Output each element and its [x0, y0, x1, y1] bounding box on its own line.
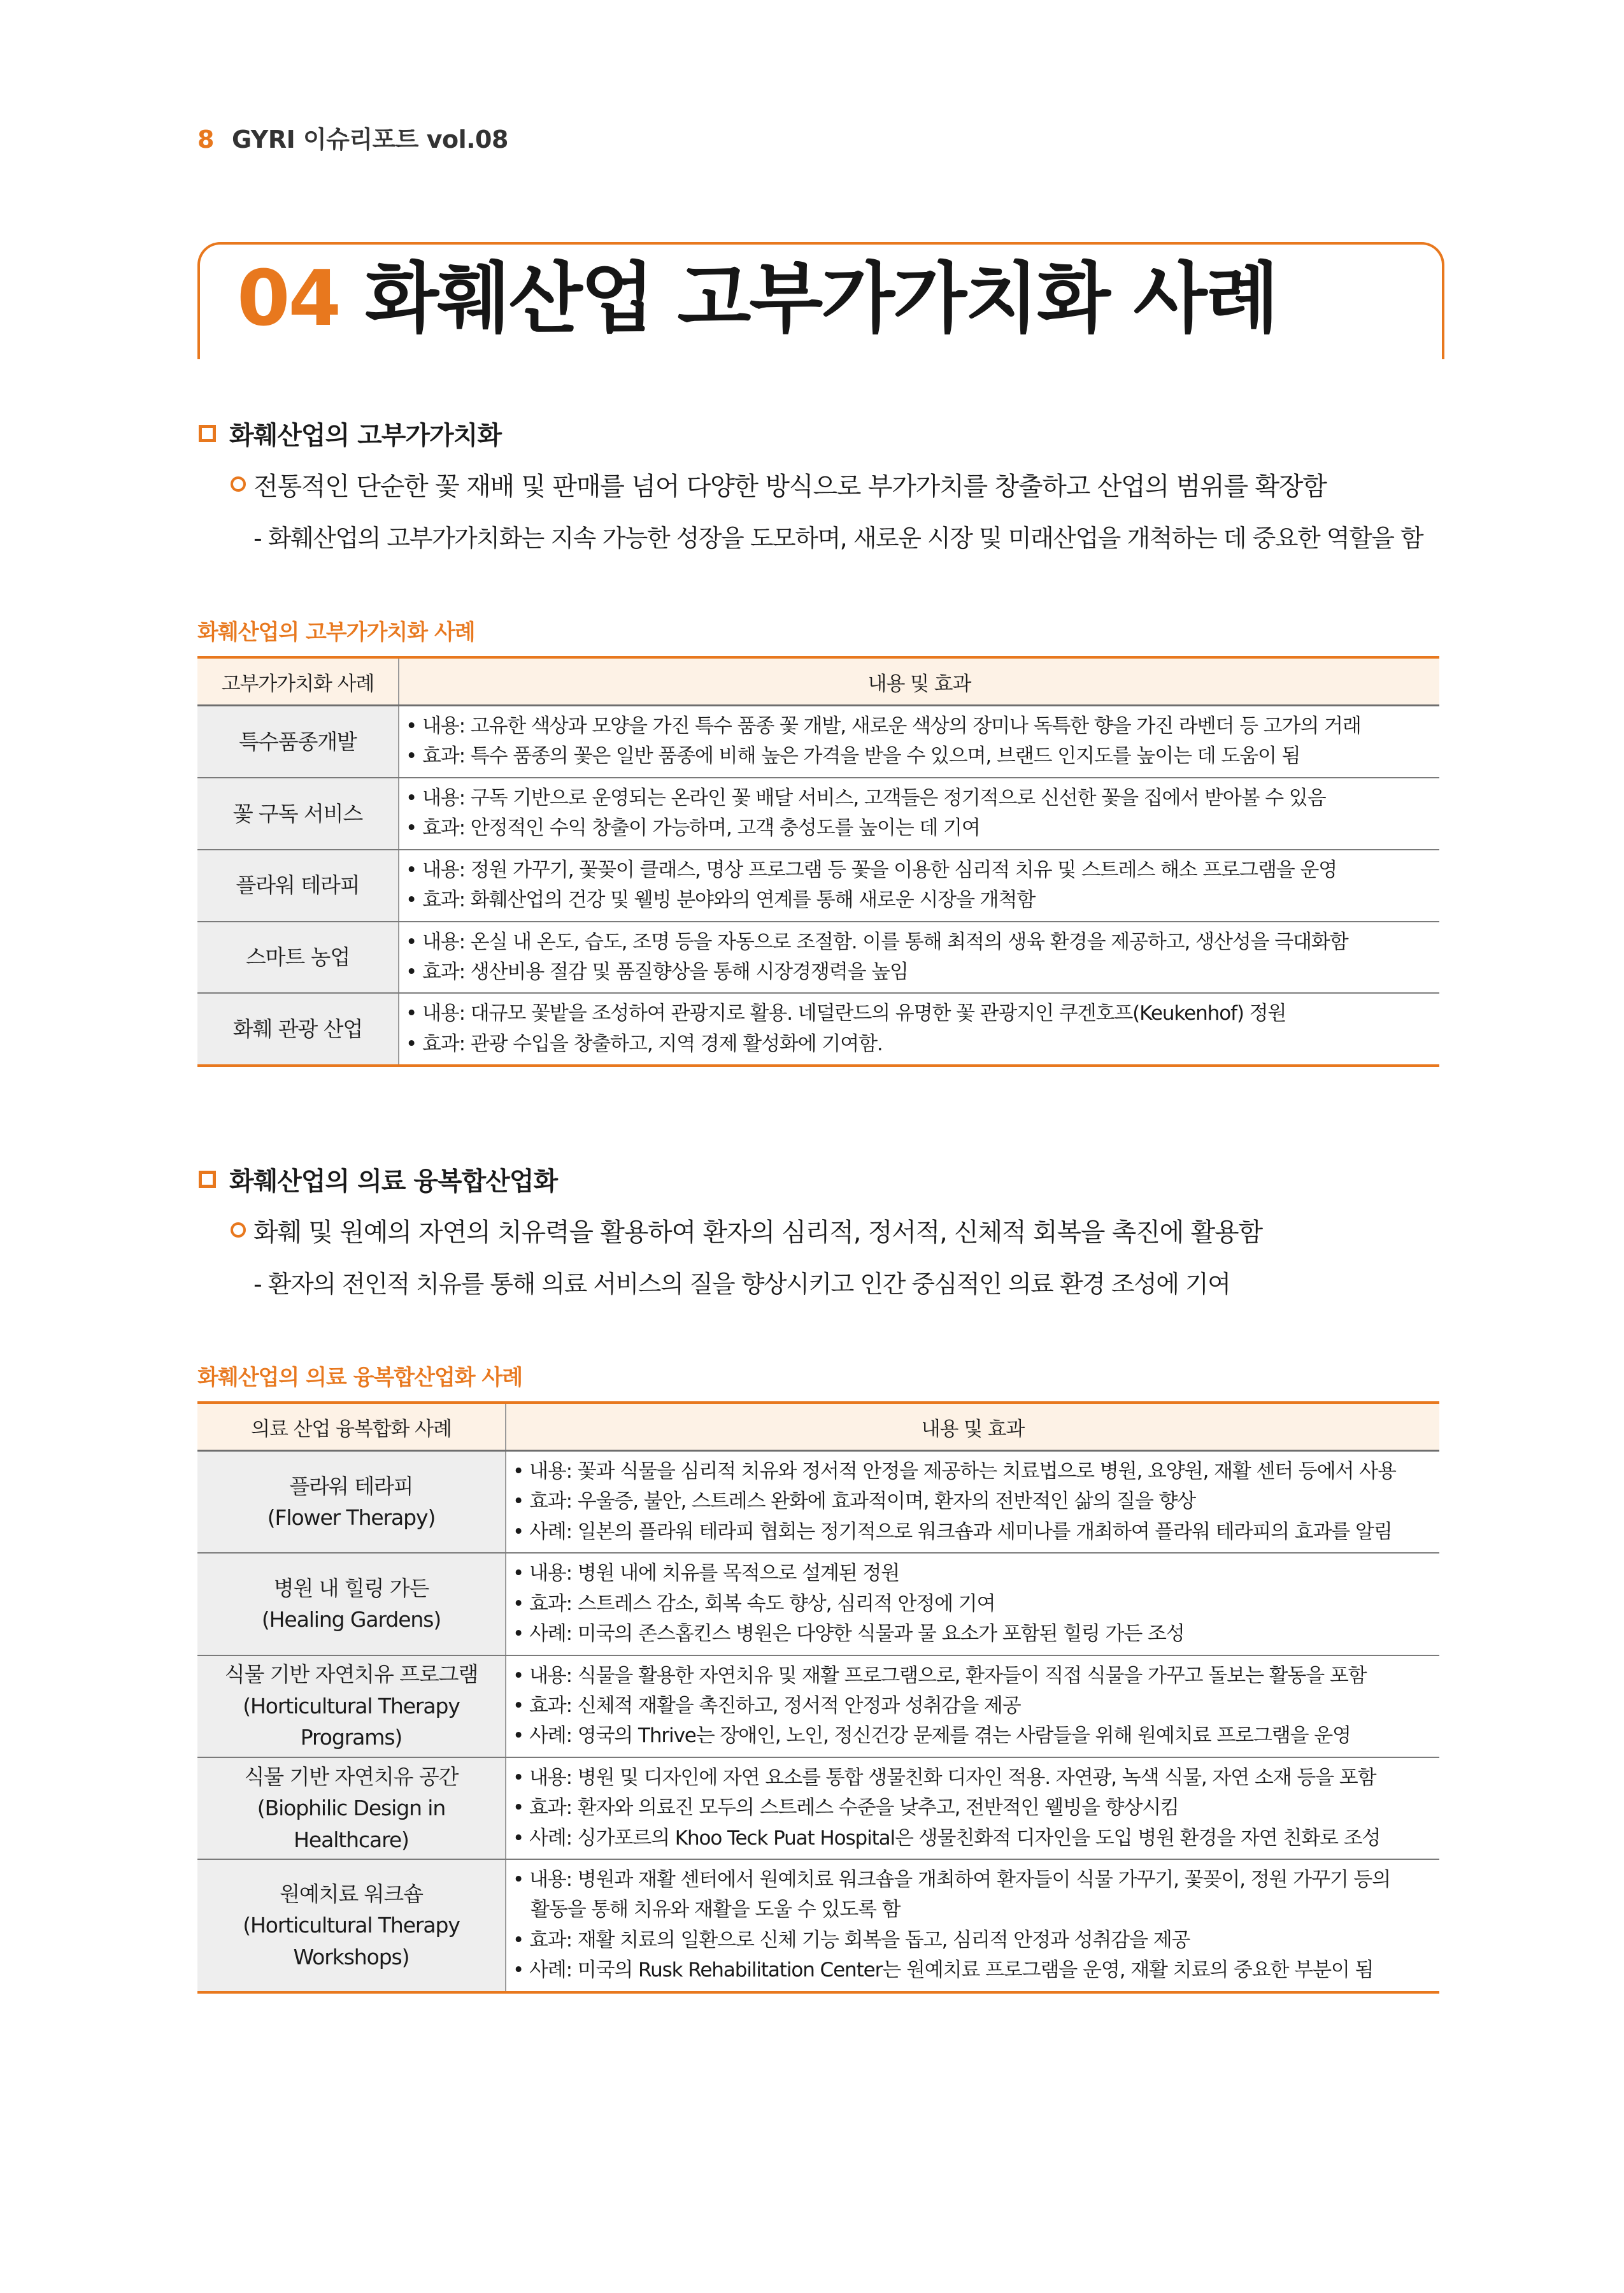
section-heading: 화훼산업의 의료 융복합산업화 — [229, 1167, 558, 1196]
case-name-text: Workshops) — [293, 1944, 410, 1969]
chapter-number: 04 — [237, 255, 339, 343]
table-row — [197, 1859, 1439, 1992]
table-row — [197, 922, 1439, 994]
content-line: • 내용: 병원 내에 치유를 목적으로 설계된 정원 — [513, 1562, 900, 1585]
case-name-text: 플라워 테라피 — [236, 873, 360, 898]
case-name-text: Programs) — [300, 1725, 402, 1750]
content-line: • 내용: 구독 기반으로 운영되는 온라인 꽃 배달 서비스, 고객들은 정기적으로 신선한 꽃을 집에서 받아볼 수 있음 — [406, 786, 1326, 810]
circle-bullet-icon — [231, 1222, 246, 1238]
content-line: • 효과: 우울증, 불안, 스트레스 완화에 효과적이며, 환자의 전반적인 삶의 질을 향상 — [513, 1490, 1196, 1513]
table-row — [197, 1757, 1439, 1859]
content-line: • 내용: 꽃과 식물을 심리적 치유와 정서적 안정을 제공하는 치료법으로 병원, 요양원, 재활 센터 등에서 사용 — [513, 1460, 1396, 1483]
content-line: 활동을 통해 치유와 재활을 도울 수 있도록 함 — [531, 1898, 901, 1922]
content-line: • 내용: 병원과 재활 센터에서 원예치료 워크숍을 개최하여 환자들이 식물 가꾸기, 꽃꽂이, 정원 가꾸기 등의 — [513, 1868, 1391, 1892]
content-effect-cell — [399, 778, 1439, 850]
section-detail: - 화훼산업의 고부가가치화는 지속 가능한 성장을 도모하며, 새로운 시장 및 미래산업을 개척하는 데 중요한 역할을 함 — [253, 524, 1423, 552]
case-name-cell — [197, 922, 399, 994]
case-name-text: 화훼 관광 산업 — [232, 1017, 363, 1042]
chapter-title — [237, 255, 1278, 343]
case-name-cell — [197, 993, 399, 1066]
content-line: • 사례: 미국의 Rusk Rehabilitation Center는 원예치료 프로그램을 운영, 재활 치료의 중요한 부분이 됨 — [513, 1959, 1374, 1982]
table-header-row — [197, 1403, 1439, 1451]
table-header-row — [197, 657, 1439, 706]
content-line: • 효과: 스트레스 감소, 회복 속도 향상, 심리적 안정에 기여 — [513, 1592, 995, 1615]
content-effect-cell — [506, 1451, 1439, 1554]
case-name-text: (Horticultural Therapy — [243, 1913, 460, 1938]
table-row — [197, 778, 1439, 850]
case-name-text: Healthcare) — [294, 1827, 409, 1852]
case-name-text: (Flower Therapy) — [267, 1505, 436, 1531]
content-line: • 효과: 신체적 재활을 촉진하고, 정서적 안정과 성취감을 제공 — [513, 1694, 1021, 1717]
column-header: 의료 산업 융복합화 사례 — [197, 1403, 506, 1451]
content-effect-cell — [506, 1553, 1439, 1655]
content-line: • 사례: 싱가포르의 Khoo Teck Puat Hospital은 생물친화적 디자인을 도입 병원 환경을 자연 친화로 조성 — [513, 1826, 1381, 1850]
section-heading: 화훼산업의 고부가가치화 — [229, 421, 501, 450]
content-line: • 효과: 생산비용 절감 및 품질향상을 통해 시장경쟁력을 높임 — [406, 960, 908, 983]
chapter-title-text: 화훼산업 고부가가치화 사례 — [365, 255, 1278, 343]
table-row — [197, 706, 1439, 778]
section-point: 화훼 및 원예의 자연의 치유력을 활용하여 환자의 심리적, 정서적, 신체적 회복을 촉진에 활용함 — [253, 1218, 1262, 1247]
case-name-cell — [197, 1553, 506, 1655]
case-name-cell — [197, 778, 399, 850]
table-row — [197, 993, 1439, 1066]
content-line: • 효과: 관광 수입을 창출하고, 지역 경제 활성화에 기여함. — [406, 1032, 883, 1055]
case-name-cell — [197, 1655, 506, 1757]
table-row — [197, 1655, 1439, 1757]
content-effect-cell — [399, 922, 1439, 994]
case-name-text: 스마트 농업 — [245, 945, 350, 970]
content-effect-cell — [399, 993, 1439, 1066]
section-point: 전통적인 단순한 꽃 재배 및 판매를 넘어 다양한 방식으로 부가가치를 창출하고 산업의 범위를 확장함 — [253, 472, 1327, 501]
content-line: • 내용: 식물을 활용한 자연치유 및 재활 프로그램으로, 환자들이 직접 식물을 가꾸고 돌보는 활동을 포함 — [513, 1664, 1367, 1687]
column-header: 내용 및 효과 — [399, 657, 1439, 706]
value-added-cases-table — [197, 656, 1439, 1067]
case-name-cell — [197, 850, 399, 922]
report-title: GYRI 이슈리포트 vol.08 — [231, 125, 508, 154]
content-effect-cell — [399, 850, 1439, 922]
case-name-text: 병원 내 힐링 가든 — [273, 1575, 429, 1601]
case-name-text: 원예치료 워크숍 — [280, 1881, 423, 1906]
table-row — [197, 850, 1439, 922]
content-effect-cell — [506, 1757, 1439, 1859]
content-line: • 내용: 고유한 색상과 모양을 가진 특수 품종 꽃 개발, 새로운 색상의 장미나 독특한 향을 가진 라벤더 등 고가의 거래 — [406, 715, 1361, 738]
table-row — [197, 1451, 1439, 1554]
content-line: • 사례: 일본의 플라워 테라피 협회는 정기적으로 워크숍과 세미나를 개최하여 플라워 테라피의 효과를 알림 — [513, 1520, 1392, 1543]
page-number: 8 — [197, 125, 214, 154]
content-line: • 효과: 화훼산업의 건강 및 웰빙 분야와의 연계를 통해 새로운 시장을 개척함 — [406, 889, 1036, 912]
content-line: • 사례: 영국의 Thrive는 장애인, 노인, 정신건강 문제를 겪는 사람들을 위해 원예치료 프로그램을 운영 — [513, 1724, 1351, 1748]
circle-bullet-icon — [231, 476, 246, 492]
content-line: • 내용: 대규모 꽃밭을 조성하여 관광지로 활용. 네덜란드의 유명한 꽃 관광지인 쿠겐호프(Keukenhof) 정원 — [406, 1002, 1286, 1025]
case-name-text: 특수품종개발 — [239, 729, 357, 754]
case-name-cell — [197, 1757, 506, 1859]
medical-convergence-cases-table — [197, 1401, 1439, 1994]
content-line: • 내용: 병원 및 디자인에 자연 요소를 통합 생물친화 디자인 적용. 자연광, 녹색 식물, 자연 소재 등을 포함 — [513, 1766, 1376, 1789]
case-name-text: 꽃 구독 서비스 — [232, 801, 363, 826]
running-header — [197, 120, 508, 155]
case-name-cell — [197, 1859, 506, 1992]
case-name-text: (Healing Gardens) — [261, 1607, 441, 1632]
column-header: 고부가가치화 사례 — [197, 657, 399, 706]
case-name-text: (Biophilic Design in — [257, 1796, 446, 1821]
content-effect-cell — [399, 706, 1439, 778]
column-header: 내용 및 효과 — [506, 1403, 1439, 1451]
table-caption: 화훼산업의 고부가가치화 사례 — [197, 620, 475, 645]
content-line: • 효과: 환자와 의료진 모두의 스트레스 수준을 낮추고, 전반적인 웰빙을 향상시킴 — [513, 1796, 1179, 1820]
square-bullet-icon — [199, 425, 216, 442]
table-caption: 화훼산업의 의료 융복합산업화 사례 — [197, 1365, 523, 1390]
content-line: • 사례: 미국의 존스홉킨스 병원은 다양한 식물과 물 요소가 포함된 힐링 가든 조성 — [513, 1622, 1185, 1646]
content-line: • 효과: 재활 치료의 일환으로 신체 기능 회복을 돕고, 심리적 안정과 성취감을 제공 — [513, 1928, 1190, 1952]
case-name-text: 식물 기반 자연치유 프로그램 — [224, 1662, 478, 1687]
content-line: • 내용: 온실 내 온도, 습도, 조명 등을 자동으로 조절함. 이를 통해 최적의 생육 환경을 제공하고, 생산성을 극대화함 — [406, 930, 1348, 954]
section-detail: - 환자의 전인적 치유를 통해 의료 서비스의 질을 향상시키고 인간 중심적인 의료 환경 조성에 기여 — [253, 1270, 1230, 1298]
table-row — [197, 1553, 1439, 1655]
case-name-text: 플라워 테라피 — [289, 1473, 413, 1499]
square-bullet-icon — [199, 1171, 216, 1188]
content-line: • 효과: 안정적인 수익 창출이 가능하며, 고객 충성도를 높이는 데 기여 — [406, 817, 980, 840]
case-name-cell — [197, 706, 399, 778]
case-name-text: (Horticultural Therapy — [243, 1693, 460, 1718]
case-name-cell — [197, 1451, 506, 1554]
content-line: • 효과: 특수 품종의 꽃은 일반 품종에 비해 높은 가격을 받을 수 있으며, 브랜드 인지도를 높이는 데 도움이 됨 — [406, 745, 1300, 768]
content-effect-cell — [506, 1655, 1439, 1757]
content-line: • 내용: 정원 가꾸기, 꽃꽂이 클래스, 명상 프로그램 등 꽃을 이용한 심리적 치유 및 스트레스 해소 프로그램을 운영 — [406, 858, 1337, 882]
content-effect-cell — [506, 1859, 1439, 1992]
case-name-text: 식물 기반 자연치유 공간 — [244, 1764, 459, 1789]
